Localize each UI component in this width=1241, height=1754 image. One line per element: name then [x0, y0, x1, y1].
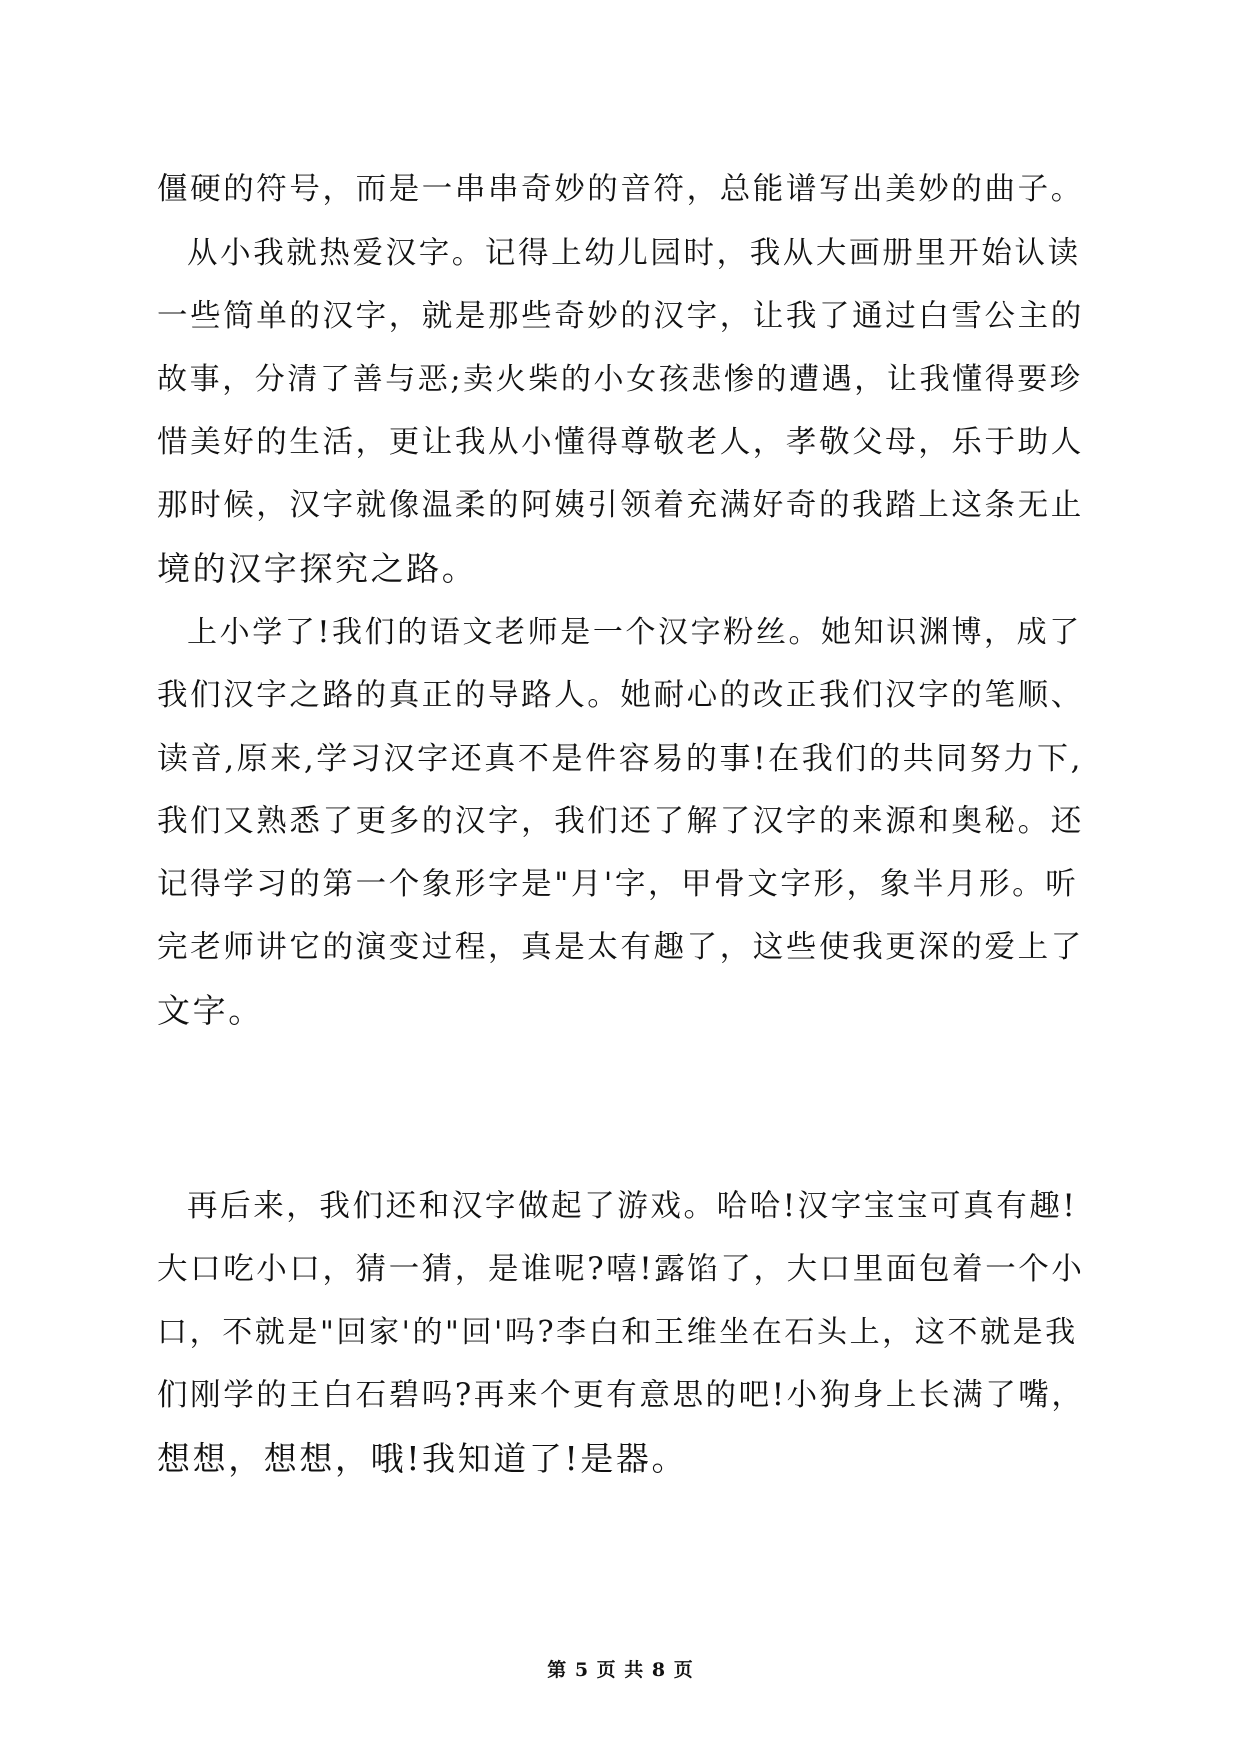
paragraph-line: 想想，想想，哦!我知道了!是器。 — [157, 1439, 688, 1478]
paragraph-line: 记得学习的第一个象形字是"月'字，甲骨文字形，象半月形。听 — [157, 867, 1079, 902]
paragraph-line: 完老师讲它的演变过程，真是太有趣了，这些使我更深的爱上了 — [157, 930, 1084, 965]
paragraph-line: 再后来，我们还和汉字做起了游戏。哈哈!汉字宝宝可真有趣! — [187, 1189, 1078, 1224]
paragraph-line: 从小我就热爱汉字。记得上幼儿园时，我从大画册里开始认读 — [187, 236, 1081, 271]
paragraph-line: 我们汉字之路的真正的导路人。她耐心的改正我们汉字的笔顺、 — [157, 678, 1084, 713]
paragraph-line: 一些简单的汉字，就是那些奇妙的汉字，让我了通过白雪公主的 — [157, 299, 1084, 334]
paragraph-line: 大口吃小口，猜一猜，是谁呢?嘻!露馅了，大口里面包着一个小 — [157, 1252, 1085, 1287]
page-number: 第 5 页 共 8 页 — [547, 1659, 694, 1681]
paragraph-line: 故事，分清了善与恶;卖火柴的小女孩悲惨的遭遇，让我懂得要珍 — [157, 362, 1083, 397]
paragraph-line: 上小学了!我们的语文老师是一个汉字粉丝。她知识渊博，成了 — [187, 615, 1082, 650]
paragraph-line: 文字。 — [157, 991, 264, 1030]
paragraph-line: 僵硬的符号，而是一串串奇妙的音符，总能谱写出美妙的曲子。 — [157, 172, 1084, 207]
paragraph-line: 那时候，汉字就像温柔的阿姨引领着充满好奇的我踏上这条无止 — [157, 488, 1084, 523]
paragraph-line: 我们又熟悉了更多的汉字，我们还了解了汉字的来源和奥秘。还 — [157, 804, 1084, 839]
paragraph-line: 惜美好的生活，更让我从小懂得尊敬老人，孝敬父母，乐于助人 — [157, 425, 1084, 460]
paragraph-line: 读音,原来,学习汉字还真不是件容易的事!在我们的共同努力下, — [157, 741, 1084, 777]
paragraph-line: 口，不就是"回家'的"回'吗?李白和王维坐在石头上，这不就是我 — [157, 1315, 1078, 1350]
paragraph-line: 们刚学的王白石碧吗?再来个更有意思的吧!小狗身上长满了嘴， — [157, 1378, 1085, 1413]
paragraph-line: 境的汉字探究之路。 — [157, 549, 478, 588]
